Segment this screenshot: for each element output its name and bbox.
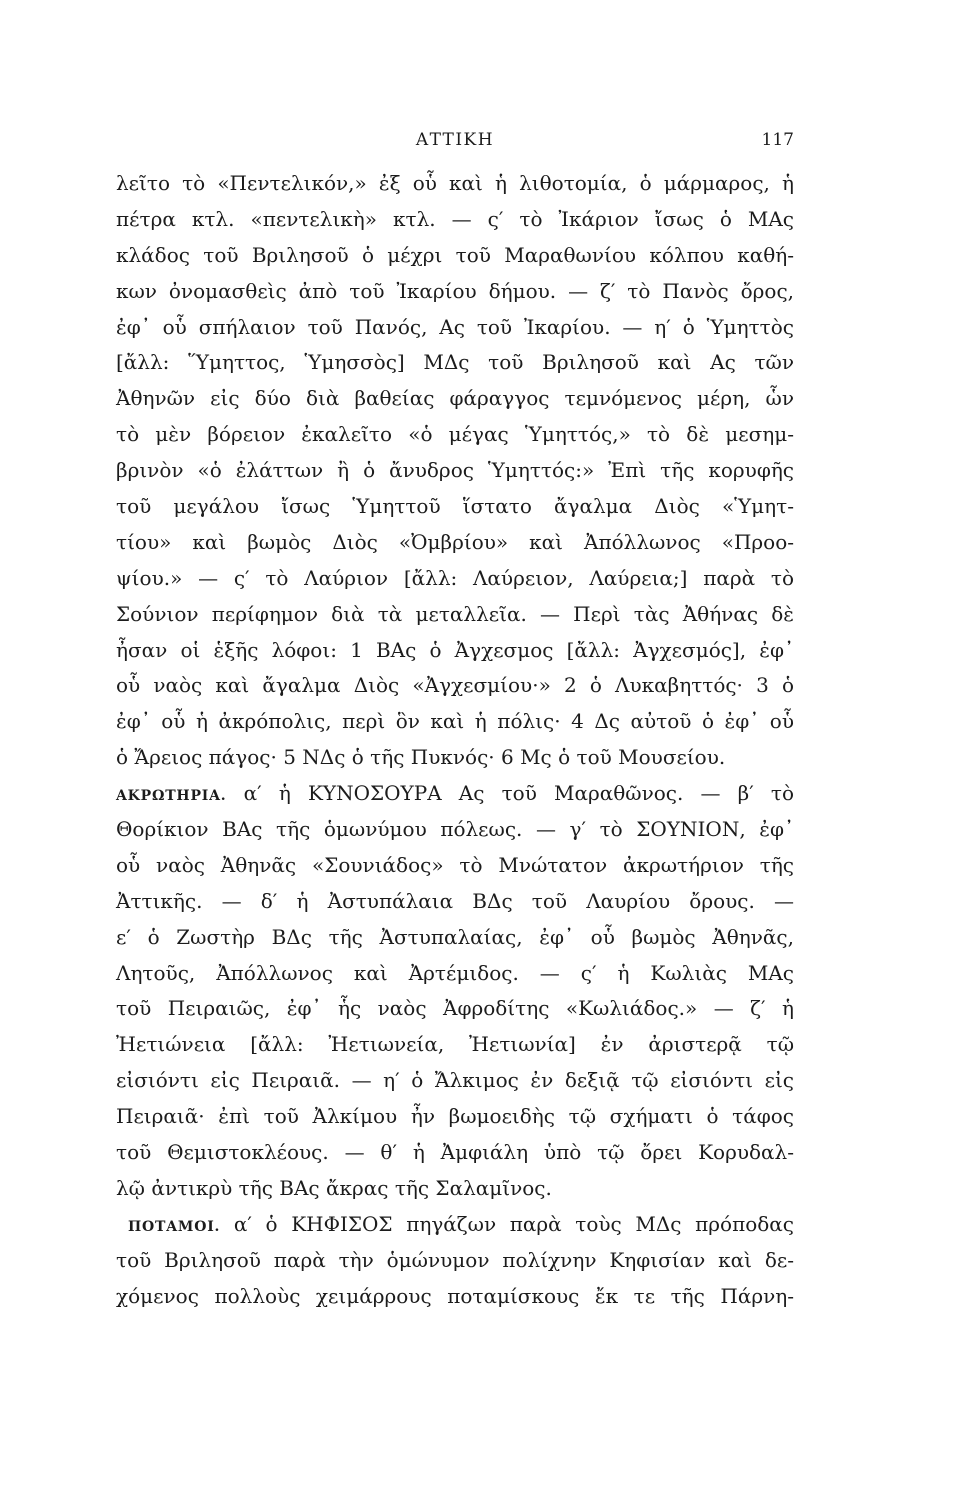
section-line-akrotiria: [116, 776, 794, 812]
text-line: τοῦ Πειραιῶς, ἐφ᾽ ἧς ναὸς Ἀφροδίτης «Κωλιάδος.» — ζ′ ἡ: [116, 996, 794, 1021]
text-line: εἰσιόντι εἰς Πειραιᾶ. — η′ ὁ Ἄλκιμος ἐν δεξιᾷ τῷ εἰσιόντι εἰς: [116, 1068, 794, 1093]
text-line: βρινὸν «ὁ ἐλάττων ἢ ὁ ἄνυδρος Ὑμηττός:» Ἐπὶ τῆς κορυφῆς: [116, 458, 794, 483]
text-line: οὗ ναὸς καὶ ἄγαλμα Διὸς «Ἀγχεσμίου·» 2 ὁ Λυκαβηττός· 3 ὁ: [116, 673, 794, 698]
text-line: Σούνιον περίφημον διὰ τὰ μεταλλεῖα. — Περὶ τὰς Ἀθήνας δὲ: [116, 601, 794, 626]
section-text: α′ ὁ ΚΗΦΙΣΟΣ πηγάζων παρὰ τοὺς ΜΔς πρόποδας: [233, 1211, 795, 1236]
body-text: [116, 166, 794, 1315]
text-line: Πειραιᾶ· ἐπὶ τοῦ Ἀλκίμου ἦν βωμοειδὴς τῷ σχήματι ὁ τάφος: [116, 1104, 794, 1129]
text-line: κων ὀνομασθεὶς ἀπὸ τοῦ Ἰκαρίου δήμου. — ζ′ τὸ Πανὸς ὄρος,: [116, 278, 794, 303]
page-header: [116, 128, 794, 158]
text-line: Λητοῦς, Ἀπόλλωνος καὶ Ἀρτέμιδος. — ς′ ἡ Κωλιὰς ΜΑς: [116, 960, 794, 985]
text-line: ὁ Ἄρειος πάγος· 5 ΝΔς ὁ τῆς Πυκνός· 6 Μς ὁ τοῦ Μουσείου.: [116, 745, 726, 770]
section-heading: ΑΚΡΩΤΗΡΙΑ.: [116, 788, 227, 805]
section-heading: ΠΟΤΑΜΟΙ.: [128, 1218, 221, 1235]
text-line: ἐφ᾽ οὗ σπήλαιον τοῦ Πανός, Ας τοῦ Ἰκαρίου. — η′ ὁ Ὑμηττὸς: [116, 314, 794, 339]
page-number: 117: [761, 130, 794, 150]
text-line: τοῦ μεγάλου ἴσως Ὑμηττοῦ ἵστατο ἄγαλμα Διὸς «Ὑμητ-: [116, 494, 794, 519]
running-head: ΑΤΤΙΚΗ: [415, 130, 495, 150]
text-line: Ἀθηνῶν εἰς δύο διὰ βαθείας φάραγγος τεμνόμενος μέρη, ὧν: [116, 386, 794, 411]
section-text: α′ ἡ ΚΥΝΟΣΟΥΡΑ Ας τοῦ Μαραθῶνος. — β′ τὸ: [243, 781, 795, 806]
text-line: ε′ ὁ Ζωστὴρ ΒΔς τῆς Ἀστυπαλαίας, ἐφ᾽ οὗ βωμὸς Ἀθηνᾶς,: [116, 924, 794, 949]
text-line: πέτρα κτλ. «πεντελικὴ» κτλ. — ς′ τὸ Ἰκάριον ἴσως ὁ ΜΑς: [116, 206, 794, 231]
text-line: οὗ ναὸς Ἀθηνᾶς «Σουνιάδος» τὸ Μνώτατον ἀκρωτήριον τῆς: [116, 852, 794, 877]
text-line: ψίου.» — ς′ τὸ Λαύριον [ἄλλ: Λαύρειον, Λαύρεια;] παρὰ τὸ: [116, 565, 794, 590]
text-line: [ἄλλ: Ὕμηττος, Ὑμησσὸς] ΜΔς τοῦ Βριλησοῦ καὶ Ας τῶν: [116, 350, 794, 375]
text-line: Ἠετιώνεια [ἄλλ: Ἠετιωνεία, Ἠετιωνία] ἐν ἀριστερᾷ τῷ: [116, 1032, 794, 1057]
text-line: ἐφ᾽ οὗ ἡ ἀκρόπολις, περὶ ὃν καὶ ἡ πόλις· 4 Δς αὐτοῦ ὁ ἐφ᾽ οὗ: [116, 709, 794, 734]
text-line: Ἀττικῆς. — δ′ ἡ Ἀστυπάλαια ΒΔς τοῦ Λαυρίου ὄρους. —: [116, 888, 794, 913]
text-line: Θορίκιον ΒΑς τῆς ὁμωνύμου πόλεως. — γ′ τὸ ΣΟΥΝΙΟΝ, ἐφ᾽: [116, 817, 794, 842]
text-line: κλάδος τοῦ Βριλησοῦ ὁ μέχρι τοῦ Μαραθωνίου κόλπου καθή-: [116, 242, 794, 267]
text-line: λεῖτο τὸ «Πεντελικόν,» ἐξ οὗ καὶ ἡ λιθοτομία, ὁ μάρμαρος, ἡ: [116, 171, 794, 195]
text-line: ἦσαν οἱ ἑξῆς λόφοι: 1 ΒΑς ὁ Ἀγχεσμος [ἄλλ: Ἀγχεσμός], ἐφ᾽: [116, 637, 794, 662]
text-line: τοῦ Θεμιστοκλέους. — θ′ ἡ Ἀμφιάλη ὑπὸ τῷ ὄρει Κορυδαλ-: [116, 1140, 794, 1165]
section-line-potamoi: [116, 1207, 794, 1243]
text-line: λῷ ἀντικρὺ τῆς ΒΑς ἄκρας τῆς Σαλαμῖνος.: [116, 1175, 552, 1200]
text-line: χόμενος πολλοὺς χειμάρρους ποταμίσκους ἔκ τε τῆς Πάρνη-: [116, 1283, 794, 1308]
text-line: τὸ μὲν βόρειον ἐκαλεῖτο «ὁ μέγας Ὑμηττός,» τὸ δὲ μεσημ-: [116, 422, 794, 447]
text-line: τοῦ Βριλησοῦ παρὰ τὴν ὁμώνυμον πολίχνην Κηφισίαν καὶ δε-: [116, 1247, 794, 1272]
text-line: τίου» καὶ βωμὸς Διὸς «Ὀμβρίου» καὶ Ἀπόλλωνος «Προο-: [116, 529, 794, 554]
